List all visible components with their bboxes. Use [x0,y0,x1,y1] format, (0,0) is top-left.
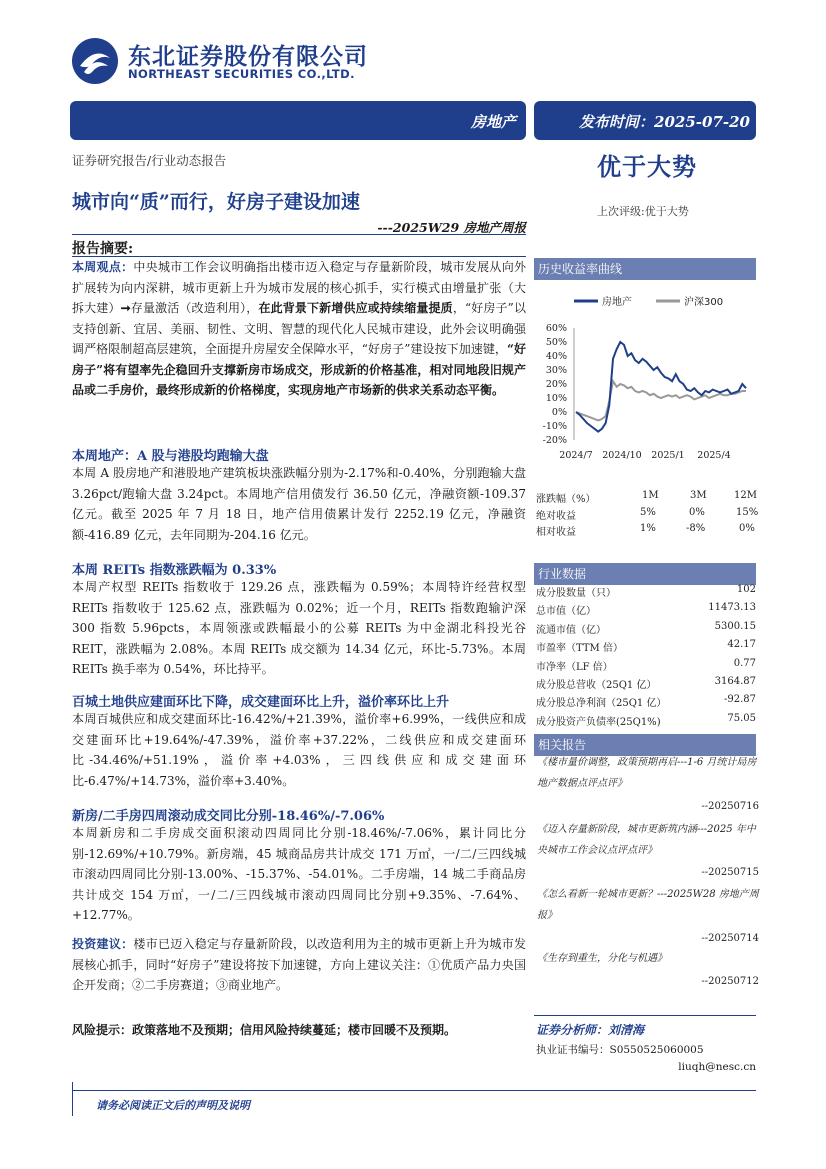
industry-header: 行业数据 [534,563,756,585]
industry-label: 总市值（亿） [536,606,596,618]
viewpoint-text-2: 存量激活（改造利用）， [130,301,259,315]
industry-value: 5300.15 [714,620,756,632]
x-tick-label: 2025/1 [651,450,685,461]
industry-label: 成分股数量（只） [536,588,616,599]
report-item-date: --20250716 [701,801,759,812]
company-logo [70,36,370,86]
industry-value: 0.77 [733,657,756,669]
report-item-title[interactable]: 《生存到重生，分化与机遇》 [537,953,667,964]
industry-label: 成分股总营收（25Q1 亿） [536,679,657,691]
analyst-email[interactable]: liuqh@nesc.cn [678,1061,756,1073]
publish-bar [534,101,756,140]
prev-rating: 上次评级:优于大势 [597,205,689,218]
section-text-housing: 本周新房和二手房成交面积滚动四周同比分别-18.46%/-7.06%，累计同比分别-12.69%/+10.79%。新房端，45 城商品房共计成交 171 万㎡，一/二/三四线城市滚动四周同比分别-13.00%、-15.37%、-54.01%。二手房端，14 城二手商品房共计成交 154 万㎡，一/二/三四线城市滚动四周同比分别+9.35%、-7.64%、+12.77%。 [72,826,526,922]
investment-paragraph [72,934,526,996]
doc-type: 证券研究报告/行业动态报告 [72,153,227,168]
section-heading-housing: 新房/二手房四周滚动成交同比分别-18.46%/-7.06% [72,809,385,824]
viewpoint-text-1: 中央城市工作会议明确指出楼市迈入稳定与存量新阶段，城市发展从向外扩展转为向内深耕，城市更新上升为城市发展的核心抓手，实行模式由增量扩张（大拆大建） [72,260,526,315]
industry-row [536,584,756,602]
x-tick-label: 2024/10 [602,450,642,461]
x-tick-label: 2025/4 [697,450,731,461]
x-tick-labels [559,450,730,461]
report-subtitle: ---2025W29 房地产周报 [377,220,526,235]
industry-value: 3164.87 [714,675,756,687]
perf-3m: -8% [686,523,706,534]
industry-value: 75.05 [727,712,756,724]
report-item-title[interactable]: 《迈入存量新阶段，城市更新筑内涵---2025 年中央城市工作会议点评点评》 [537,824,756,856]
chart-lines [576,342,746,432]
industry-row [536,639,756,657]
y-tick-label: 10% [545,393,567,404]
section-heading-weekly: 本周地产：A 股与港股均跑输大盘 [72,449,269,464]
company-emblem-icon [70,36,120,86]
perf-1m: 1% [640,523,656,534]
viewpoint-lead: 本周观点： [72,260,134,274]
footer-rule [72,1090,756,1091]
industry-row [536,621,756,639]
sector-bar [70,101,526,140]
section-text-land: 本周百城供应和成交建面环比-16.42%/+21.39%，溢价率+6.99%，一线供应和成交建面环比+19.64%/-47.39%，溢价率+37.22%，二线供应和成交建面环比-34.46%/+51.19%，溢价率+4.03%，三四线供应和成交建面环比-6.47%/+14.73%，溢价率+3.40%。 [72,712,526,788]
footer-vline [72,1082,73,1116]
report-title: 城市向“质”而行，好房子建设加速 [72,191,360,213]
reports-header: 相关报告 [534,734,756,756]
analyst-license: 执业证书编号：S0550525060005 [536,1044,704,1056]
industry-label: 成分股总净利润（25Q1 亿） [536,698,667,710]
y-tick-label: 20% [545,379,567,390]
industry-label: 市净率（LF 倍） [536,661,613,673]
perf-12m: 0% [739,523,755,534]
arrow-glyph: ➞ [120,301,131,315]
industry-row [536,658,756,676]
viewpoint-bold-2: “好房子”将有望率先企稳回升支撑新房市场成交，形成新的价格基准，相对同地段旧规产品或二手房价，最终形成新的价格梯度，实现房地产市场新的供求关系动态平衡。 [72,342,526,397]
industry-label: 市盈率（TTM 倍） [536,643,623,655]
perf-header-1m: 1M [642,490,659,501]
analyst-divider [534,1015,756,1016]
perf-label: 绝对收益 [536,510,576,522]
report-item-date: --20250715 [701,867,759,878]
performance-table [536,490,759,540]
perf-1m: 5% [640,506,656,518]
industry-label: 流通市值（亿） [536,624,606,636]
section-text-weekly: 本周 A 股房地产和港股地产建筑板块涨跌幅分别为-2.17%和-0.40%，分别跑输大盘 3.26pct/跑输大盘 3.24pct。本周地产信用债发行 36.50 亿元，净融资额-109.37 亿元。截至 2025 年 7 月 18 日，地产信用债累计发行 2252.19 亿元，净融资额-416.89 亿元，去年同期为-204.16 亿元。 [72,466,526,542]
x-tick-label: 2024/7 [559,450,593,461]
investment-text: 楼市已迈入稳定与存量新阶段，以改造利用为主的城市更新上升为城市发展核心抓手，同时“好房子”建设将按下加速键，方向上建议关注：①优质产品力央国企开发商；②二手房赛道；③商业地产。 [72,937,526,992]
legend-label-2: 沪深300 [684,297,724,308]
section-heading-reits: 本周 REITs 指数涨跌幅为 0.33% [72,563,277,578]
performance-header-row [536,490,756,507]
y-tick-labels [543,323,574,446]
perf-label: 相对收益 [536,527,576,538]
performance-row [536,523,756,540]
investment-lead: 投资建议： [72,937,134,951]
industry-row [536,694,756,712]
perf-header-label: 涨跌幅（%） [536,494,596,505]
title-divider [72,234,526,235]
report-item-date: --20250712 [701,976,759,987]
summary-heading: 报告摘要: [72,241,134,257]
series-line-1 [576,381,746,420]
industry-label: 成分股资产负债率(25Q1%) [536,716,661,728]
company-name-en: NORTHEAST SECURITIES CO.,LTD. [128,67,355,81]
perf-header-12m: 12M [734,490,757,501]
risk-notice: 风险提示：政策落地不及预期；信用风险持续蔓延；楼市回暖不及预期。 [72,1023,457,1037]
industry-row [536,602,756,620]
company-name-cn: 东北证券股份有限公司 [128,44,368,70]
industry-value: 42.17 [727,639,756,651]
performance-row [536,506,759,524]
y-tick-label: 30% [545,365,567,376]
rating: 优于大势 [597,152,697,181]
analyst-name: 证券分析师：刘清海 [536,1023,645,1037]
industry-value: 11473.13 [708,602,756,614]
sector-label: 房地产 [470,113,516,131]
industry-value: -92.87 [723,694,756,706]
industry-row [536,713,756,731]
perf-header-3m: 3M [690,490,707,501]
y-tick-label: -10% [542,421,567,432]
publish-date: 发布时间：2025-07-20 [579,113,750,131]
return-chart [534,288,756,463]
y-tick-label: 60% [545,323,567,334]
legend-label-1: 房地产 [602,297,632,308]
y-tick-label: 40% [545,351,567,362]
footer-disclaimer: 请务必阅读正文后的声明及说明 [96,1099,250,1112]
perf-3m: 0% [689,506,705,518]
viewpoint-bold-1: 在此背景下新增供应或持续缩量提质 [258,301,453,315]
industry-table [536,584,756,731]
y-tick-label: -20% [542,435,567,446]
report-item-title[interactable]: 《怎么看新一轮城市更新？---2025W28 房地产周报》 [537,889,759,921]
chart-header: 历史收益率曲线 [534,258,756,280]
industry-row [536,676,756,694]
viewpoint-text-3: ，“好房子”以支持创新、宜居、美丽、韧性、文明、智慧的现代化人民城市建设，此外会议明确强调严格限制超高层建筑，全面提升房屋安全保障水平，“好房子”建设按下加速键， [72,301,526,356]
section-heading-land: 百城土地供应建面环比下降，成交建面环比上升，溢价率环比上升 [72,695,450,710]
y-tick-label: 0% [551,407,567,418]
chart-legend [574,295,723,308]
report-item-title[interactable]: 《楼市量价调整，政策预期再启---1-6 月统计局房地产数据点评点评》 [537,757,757,789]
section-text-reits: 本周产权型 REITs 指数收于 129.26 点，涨跌幅为 0.59%；本周特许经营权型 REITs 指数收于 125.62 点，涨跌幅为 0.02%；近一个月，REITs 指数跑输沪深 300 指数 5.96pcts，本周领涨或跌幅最小的公募 REITs 为中金湖北科投光谷 REIT，涨跌幅为 2.08%。本周 REITs 成交额为 14.34 亿元，环比-5.73%。本周 REITs 换手率为 0.54%，环比持平。 [72,580,526,676]
viewpoint-paragraph [72,257,526,401]
industry-value: 102 [736,584,756,595]
report-item-date: --20250714 [701,933,759,944]
perf-12m: 15% [736,506,759,518]
y-tick-label: 50% [545,337,567,348]
